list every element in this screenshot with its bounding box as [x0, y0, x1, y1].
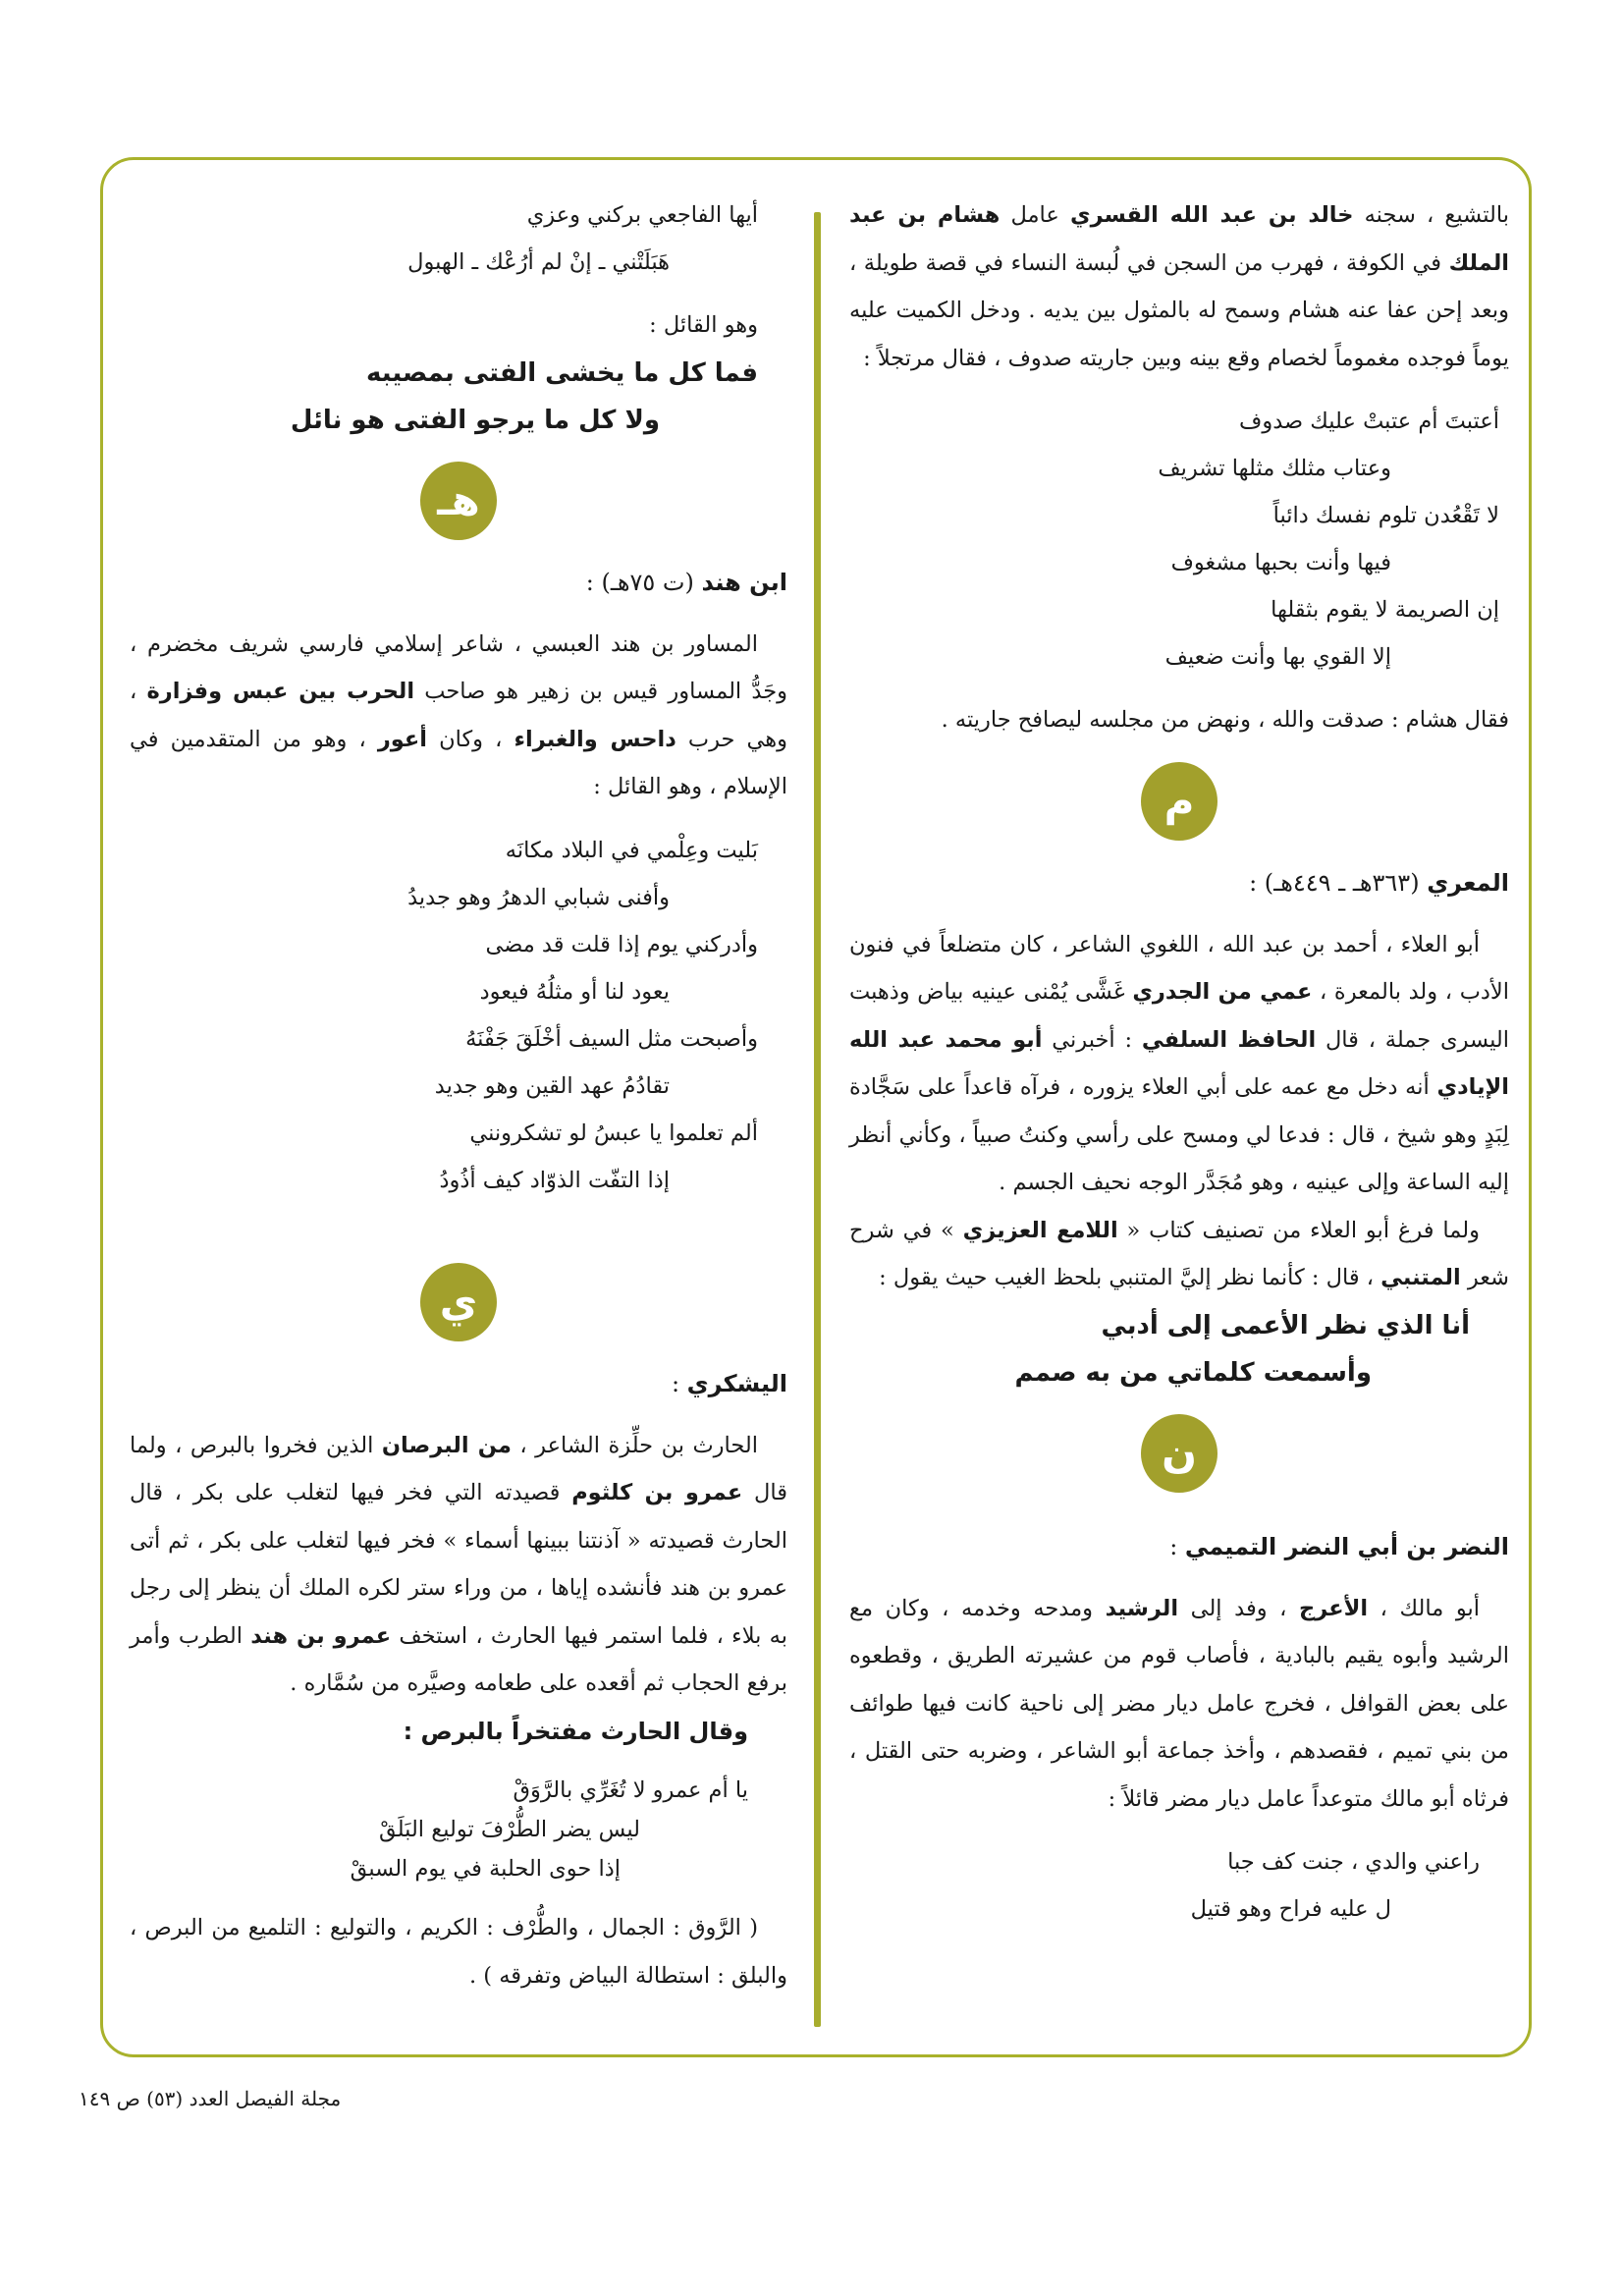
poem-fajii: أيها الفاجعي بركني وعزي هَبَلَتْني ـ إنْ لم أرُعْك ـ الهبول	[407, 202, 758, 275]
column-divider	[814, 212, 821, 2027]
left-column	[130, 191, 787, 1999]
page-footer-citation: مجلة الفيصل العدد (٥٣) ص ١٤٩	[79, 2087, 342, 2110]
section-heading-yashkuri: اليشكري :	[671, 1369, 787, 1397]
section-heading-nadr: النضر بن أبي النضر التميمي :	[1169, 1532, 1509, 1560]
poem-harith: يا أم عمرو لا تُغَرِّي بالرَّوَقْ ليس يضر الطُّرْفَ توليع البَلَقْ إذا حوى الحلبة في يوم السبقْ	[350, 1777, 748, 1882]
paragraph-harith-intro: وقال الحارث مفتخراً بالبرص :	[403, 1717, 748, 1745]
poem-mutanabbi: أنا الذي نظر الأعمى إلى أدبي وأسمعت كلماتي من به صمم	[1014, 1310, 1470, 1388]
poem-fata: فما كل ما يخشى الفتى بمصيبه ولا كل ما يرجو الفتى هو نائل	[290, 357, 758, 435]
right-column	[849, 191, 1509, 1933]
poem-nadr: راعني والدي ، جنت كف جبا ل عليه فراح وهو قتيل	[1190, 1849, 1480, 1922]
paragraph-hisham-reply: فقال هشام : صدقت والله ، ونهض من مجلسه ليصافح جاريته .	[941, 707, 1509, 733]
letter-noon-medallion-icon: ن	[1141, 1414, 1217, 1493]
paragraph-huwa-alqail: وهو القائل :	[649, 312, 758, 338]
poem-sadouf: أعتبتَ أم عتبتْ عليك صدوف وعتاب مثلك مثلها تشريف لا تَقْعُدن تلوم نفسك دائباً فيها وأنت بحبها مشغوف إن الصريمة لا يقوم بثقلها إلا القوي بها وأنت ضعيف	[1158, 409, 1499, 670]
paragraph-maarri-lami: ولما فرغ أبو العلاء من تصنيف كتاب « اللامع العزيزي » في شرح شعر المتنبي ، قال : كأنما نظر إليَّ المتنبي بلحظ الغيب حيث يقول :	[849, 1217, 1509, 1290]
paragraph-ibn-hind-bio: المساور بن هند العبسي ، شاعر إسلامي فارسي شريف مخضرم ، وجَدُّ المساور قيس بن زهير هو صاحب الحرب بين عبس وفزارة ، وهي حرب داحس والغبراء ، وكان أعور ، وهو من المتقدمين في الإسلام ، وهو القائل :	[130, 630, 787, 799]
paragraph-harith-bio: الحارث بن حلِّزة الشاعر ، من البرصان الذين فخروا بالبرص ، ولما قال عمرو بن كلثوم قصيدته التي فخر فيها لتغلب على بكر ، قال الحارث قصيدته « آذنتنا ببينها أسماء » فخر فيها لتغلب على بكر ، ثم أتى عمرو بن هند فأنشده إياها ، من وراء ستر لكره الملك أن ينظر إلى رجل به بلاء ، فلما استمر فيها الحارث ، استخف عمرو بن هند الطرب وأمر برفع الحجاب ثم أقعده على طعامه وصيَّره من سُمَّاره .	[130, 1432, 787, 1696]
letter-meem-medallion-icon: م	[1141, 762, 1217, 841]
paragraph-nadr-bio: أبو مالك ، الأعرج ، وفد إلى الرشيد ومدحه وخدمه ، وكان مع الرشيد وأبوه يقيم بالبادية ، فأصاب قوم من عشيرته الطريق ، وقطعوه على بعض القوافل ، فخرج عامل ديار مضر إلى ناحية كانت فيها طوائف من بني تميم ، فقصدهم ، وأخذ جماعة أبو الشاعر ، وضربه حتى القتل ، فرثاه أبو مالك متوعداً عامل ديار مضر قائلاً :	[849, 1595, 1509, 1812]
section-heading-ibn-hind: ابن هند (ت ٧٥هـ) :	[585, 568, 787, 596]
letter-ha-medallion-icon: هـ	[420, 462, 497, 540]
section-heading-maarri: المعري (٣٦٣هـ ـ ٤٤٩هـ) :	[1249, 868, 1509, 897]
poem-ibn-hind: بَليت وعِلْمي في البلاد مكانَه وأفنى شبابي الدهرُ وهو جديدُ وأدركني يوم إذا قلت قد مضى يعود لنا أو مثلُهُ فيعود وأصبحت مثل السيف أخْلَقَ جَفْنَهُ تقادُمُ عهد القين وهو جديد ألم تعلموا يا عبسُ لو تشكرونني إذا التفّت الذوّاد كيف أذُودُ	[407, 837, 758, 1193]
paragraph-maarri-bio: أبو العلاء ، أحمد بن عبد الله ، اللغوي الشاعر ، كان متضلعاً في فنون الأدب ، ولد بالمعرة ، عمي من الجدري غَشَّى يُمْنى عينيه بياض وذهبت اليسرى جملة ، قال الحافظ السلفي : أخبرني أبو محمد عبد الله الإيادي أنه دخل مع عمه على أبي العلاء يزوره ، فرآه قاعداً على سَجَّادة لِبَدٍ وهو شيخ ، قال : فدعا لي ومسح على رأسي وكنتُ صبياً ، وكأني أنظر إليه الساعة وإلى عينيه ، وهو مُجَدَّر الوجه نحيف الجسم .	[849, 931, 1510, 1195]
letter-ya-medallion-icon: ي	[420, 1263, 497, 1341]
paragraph-kumait: بالتشيع ، سجنه خالد بن عبد الله القسري عامل هشام بن عبد الملك في الكوفة ، فهرب من السجن في لُبسة النساء في قصة طويلة ، وبعد إحن عفا عنه هشام وسمح له بالمثول بين يديه . ودخل الكميت عليه يوماً فوجده مغموماً لخصام وقع بينه وبين جاريته صدوف ، فقال مرتجلاً :	[849, 202, 1509, 371]
paragraph-glossary: ( الرَّوق : الجمال ، والطُّرْف : الكريم ، والتوليع : التلميع من البرص ، والبلق : استطالة البياض وتفرقه ) .	[130, 1915, 787, 1989]
